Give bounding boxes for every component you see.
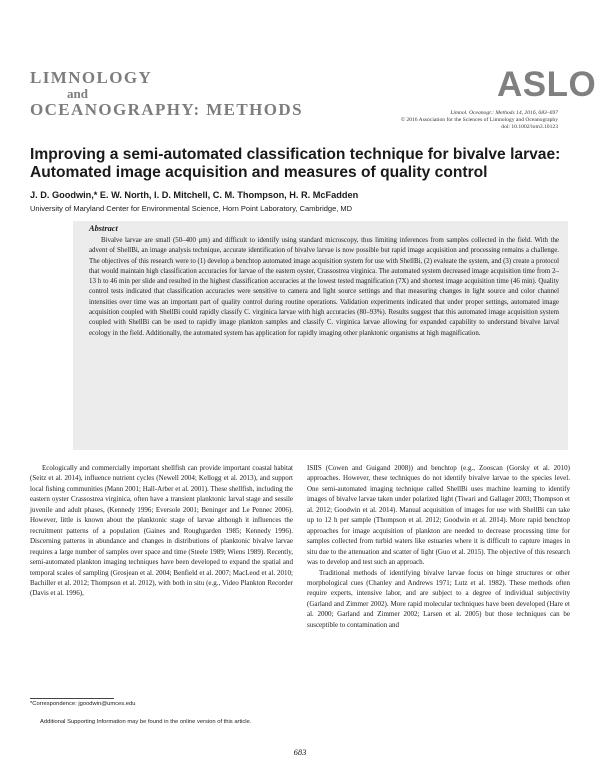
journal-name-line1: LIMNOLOGY — [30, 68, 153, 87]
paragraph: ISIIS (Cowen and Guigand 2008)) and benchtop (e.g., Zooscan (Gorsky et al. 2010) approaches. However, these techniques do not identify bivalve larvae to the species level. One semi-automated imaging technique called ShellBi uses machine learning to identify images of bivalve larvae taken under polarized light (Tiwari and Gallager 2003; Thompson et al. 2012; Goodwin et al. 2014). Manual acquisition of images for use with ShellBi can take up to 12 h per sample (Thompson et al. 2012; Goodwin et al. 2014). More rapid benchtop approaches for image acquisition of plankton are needed to decrease processing time for samples collected from turbid waters like estuaries where it is difficult to capture images in situ due to the attenuation and scatter of light (Guo et al. 2015). The objective of this research was to develop and test such an approach. — [307, 464, 570, 567]
body-column-left — [30, 463, 293, 599]
doi: doi: 10.1002/lom3.10123 — [501, 124, 558, 131]
body-column-right — [307, 463, 570, 630]
abstract-heading: Abstract — [89, 224, 118, 233]
article-title: Improving a semi-automated classification technique for bivalve larvae: Automated image acquisition and measures of quality control — [30, 146, 561, 181]
citation: Limnol. Oceanogr.: Methods 14, 2016, 683–697 — [450, 110, 558, 116]
copyright: © 2016 Association for the Sciences of Limnology and Oceanography — [400, 117, 558, 124]
authors: J. D. Goodwin,* E. W. North, I. D. Mitchell, C. M. Thompson, H. R. McFadden — [30, 190, 359, 200]
journal-name-line3: OCEANOGRAPHY: METHODS — [30, 100, 303, 119]
affiliation: University of Maryland Center for Environmental Science, Horn Point Laboratory, Cambridge, MD — [30, 204, 353, 213]
supporting-info-footnote: Additional Supporting Information may be found in the online version of this article. — [40, 719, 252, 725]
paragraph: Ecologically and commercially important shellfish can provide important coastal habitat (Seitz et al. 2014), influence nutrient cycles (Newell 2004; Kellogg et al. 2013), and support local fishing communities (Mann 2001; Hall-Arber et al. 2001). These shellfish, including the eastern oyster Crassostrea virginica, often have a transient planktonic larval stage and sessile juvenile and adult phases, (Kennedy 1996; Eversole 2001; Beninger and Le Pennec 2006). However, little is known about the planktonic stage of larvae although it influences the recruitment patterns of a population (Gaines and Roughgarden 1985; Kennedy 1996). Discerning patterns in abundance and changes in distributions of planktonic bivalve larvae requires a large number of samples over space and time (Steele 1989; Wiens 1989). Recently, semi-automated plankton imaging techniques have been developed to expand the spatial and temporal scales of sampling (Grosjean et al. 2004; Benfield et al. 2007; MacLeod et al. 2010; Bachiller et al. 2012; Thompson et al. 2012), with both in situ (e.g., Video Plankton Recorder (Davis et al. 1996), — [30, 464, 293, 598]
paragraph: Traditional methods of identifying bivalve larvae focus on hinge structures or other morphological cues (Chanley and Andrews 1971; Lutz et al. 1982). These methods often require experts, intensive labor, and are subject to a degree of individual subjectivity (Garland and Zimmer 2002). More rapid molecular techniques have been developed (Hare et al. 2000; Garland and Zimmer 2002; Larsen et al. 2005) but those techniques can be susceptible to contamination and — [307, 568, 570, 629]
page-number: 683 — [293, 747, 307, 757]
abstract-text: Bivalve larvae are small (50–400 μm) and difficult to identify using standard microscopy, thus limiting inferences from samples collected in the field. With the advent of ShellBi, an image analysis technique, accurate identification of bivalve larvae is now possible but rapid image acquisition and processing remains a challenge. The objectives of this research were to (1) develop a benchtop automated image acquisition system for use with ShellBi, (2) evaluate the system, and (3) create a protocol that would maintain high classification accuracies for larvae of the eastern oyster, Crassostrea virginica. The automated system decreased image acquisition time from 2–13 h to 46 min per slide and resulted in the highest classification accuracies at the lowest tested magnification (7X) and shortest image acquisition time (46 min). Quality control tests indicated that classification accuracies were sensitive to camera and light source settings and that measuring changes in light source and color channel intensities over time was an important part of quality control during routine operations. Validation experiments indicated that under proper settings, automated image acquisition coupled with ShellBi could rapidly classify C. virginica larvae with high accuracies (80–93%). Results suggest that this automated image acquisition system coupled with ShellBi can be used to rapidly image plankton samples and classify C. virginica larvae allowing for expanded capability to understand bivalve larval ecology in the field. Additionally, the automated system has application for rapidly imaging other planktonic organisms at high magnification. — [89, 237, 559, 337]
correspondence-footnote: *Correspondence: jgoodwin@umces.edu — [30, 701, 136, 707]
aslo-logo: ASLO — [497, 65, 597, 104]
journal-name-line2: and — [67, 86, 88, 101]
journal-name — [30, 68, 303, 119]
footnote-rule — [30, 698, 114, 699]
publication-meta — [401, 110, 558, 132]
